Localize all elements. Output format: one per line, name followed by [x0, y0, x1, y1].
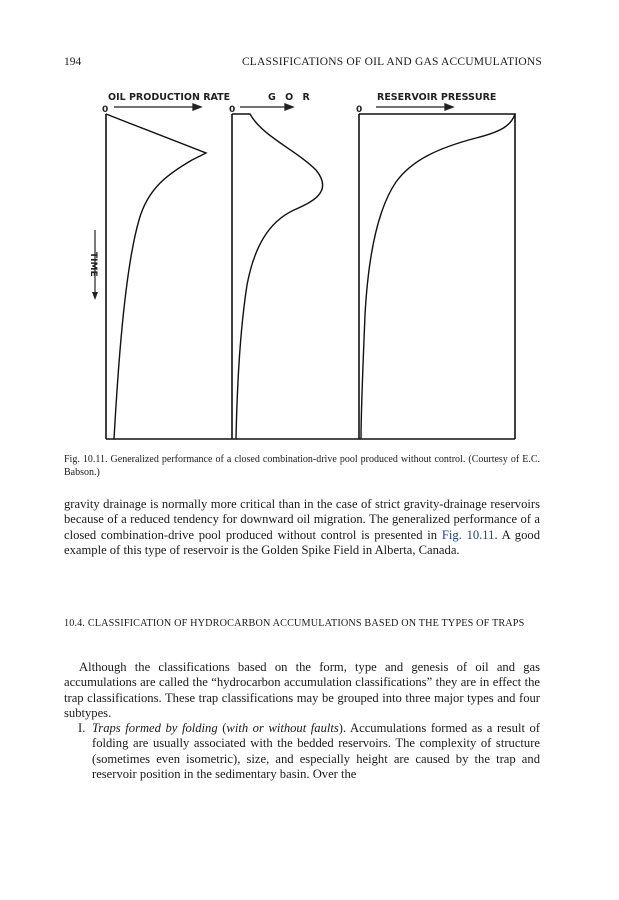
gor-curve: [232, 114, 323, 439]
running-head: [64, 56, 542, 72]
time-axis-arrowhead: [92, 292, 98, 300]
running-title: CLASSIFICATIONS OF OIL AND GAS ACCUMULATIONS: [241, 56, 542, 68]
oil-production-rate-curve: [106, 114, 206, 439]
list-item-title: Traps formed by folding: [92, 721, 218, 735]
figure-link[interactable]: Fig. 10.11: [441, 527, 495, 542]
open-paren: (: [217, 721, 227, 735]
panel-label-gor: G O R: [268, 92, 313, 103]
figure-caption: Fig. 10.11. Generalized performance of a closed combination-drive pool produced without control. (Courtesy of E.C. Babson.): [64, 454, 540, 478]
direction-arrows: [114, 104, 453, 110]
list-item-body: [92, 721, 540, 782]
origin-zero: 0: [229, 105, 236, 115]
page-number: 194: [64, 56, 82, 68]
arrow-head: [285, 104, 293, 110]
section-heading: 10.4. CLASSIFICATION OF HYDROCARBON ACCUMULATIONS BASED ON THE TYPES OF TRAPS: [64, 618, 525, 629]
curves: [106, 114, 515, 439]
panel-label-reservoir-pressure: RESERVOIR PRESSURE: [377, 92, 497, 103]
arrow-head: [445, 104, 453, 110]
panel-label-oil-production-rate: OIL PRODUCTION RATE: [108, 92, 231, 103]
paragraph-1: [64, 497, 540, 558]
paragraph-1-text: gravity drainage is normally more critical than in the case of strict gravity-drainage reservoirs because of a reduced tendency for downward oil migration. The generalized performance of a closed combination-drive pool produced without control is presented in: [64, 497, 540, 542]
diagram-frame: [106, 114, 515, 439]
list-marker: I.: [78, 721, 86, 735]
origin-zero: 0: [102, 105, 109, 115]
reservoir-pressure-curve: [359, 114, 515, 439]
list-item-qualifier: with or without faults: [226, 721, 339, 735]
close-paren: ).: [338, 721, 347, 735]
arrow-head: [193, 104, 201, 110]
time-axis-label: TIME: [88, 252, 98, 277]
performance-diagram: [64, 80, 542, 445]
figure-10-11: [64, 80, 542, 445]
origin-zero: 0: [356, 105, 363, 115]
paragraph-1-text-end: . A good example of this type of reservoir is the Golden Spike Field in Alberta, Canada.: [64, 527, 540, 557]
paragraph-2: Although the classifications based on the form, type and genesis of oil and gas accumulations are called the “hydrocarbon accumulation classifications” they are in effect the trap classifications. These trap classifications may be grouped into three major types and four subtypes.: [64, 660, 540, 720]
list-item-text: Accumulations formed as a result of folding are usually associated with the bedded reservoirs. The complexity of structure (sometimes even isometric), size, and especially height are caused by the trap and reservoir position in the sedimentary basin. Over the: [92, 721, 541, 781]
